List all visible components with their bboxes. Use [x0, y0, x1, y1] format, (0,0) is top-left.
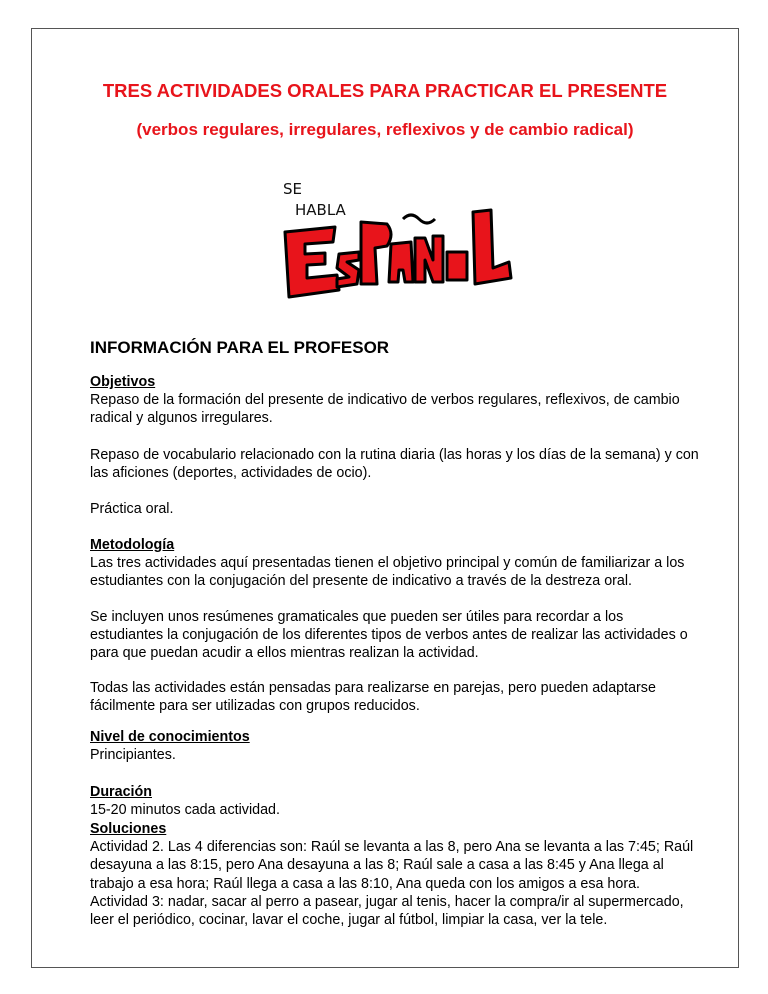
- nivel-section: [90, 728, 700, 764]
- document-subtitle: (verbos regulares, irregulares, reflexivos y de cambio radical): [136, 120, 634, 139]
- nivel-text: Principiantes.: [90, 747, 176, 764]
- objetivos-section: [90, 373, 700, 518]
- metodologia-p1: Las tres actividades aquí presentadas tienen el objetivo principal y común de familiarizar a los estudiantes con la conjugación del presente de indicativo a través de la destreza oral.: [90, 555, 685, 590]
- document-title: TRES ACTIVIDADES ORALES PARA PRACTICAR EL PRESENTE: [102, 80, 668, 101]
- duracion-text: 15-20 minutos cada actividad.: [90, 802, 280, 819]
- nivel-heading: Nivel de conocimientos: [90, 729, 250, 745]
- objetivos-heading: Objetivos: [90, 374, 156, 390]
- metodologia-section: [90, 536, 700, 716]
- se-habla-espanol-logo: [255, 172, 515, 312]
- objetivos-p2: Repaso de vocabulario relacionado con la rutina diaria (las horas y los días de la semana) y con las aficiones (deportes, actividades de ocio).: [90, 446, 699, 481]
- soluciones-heading: Soluciones: [90, 821, 167, 837]
- objetivos-p1: Repaso de la formación del presente de indicativo de verbos regulares, reflexivos, de cambio radical y algunos irregulares.: [90, 392, 680, 427]
- objetivos-p3: Práctica oral.: [90, 501, 174, 518]
- metodologia-p3: Todas las actividades están pensadas para realizarse en parejas, pero pueden adaptarse fácilmente para ser utilizadas con grupos reducidos.: [90, 680, 656, 715]
- metodologia-heading: Metodología: [90, 537, 175, 553]
- soluciones-section: [90, 820, 705, 929]
- soluciones-actividad-3: Actividad 3: nadar, sacar al perro a pasear, jugar al tenis, hacer la compra/ir al supermercado, leer el periódico, cocinar, lavar el coche, jugar al fútbol, limpiar la casa, ver la tele.: [90, 893, 684, 929]
- svg-text:SE: SE: [283, 180, 302, 198]
- section-heading: INFORMACIÓN PARA EL PROFESOR: [90, 338, 390, 357]
- metodologia-p2: Se incluyen unos resúmenes gramaticales que pueden ser útiles para recordar a los estudiantes la conjugación de los diferentes tipos de verbos antes de realizar las actividades o para que puedan acudir a ellos mientras realizan la actividad.: [90, 608, 688, 662]
- duracion-heading: Duración: [90, 784, 152, 800]
- duracion-section: [90, 783, 700, 819]
- svg-text:HABLA: HABLA: [295, 201, 346, 219]
- soluciones-actividad-2: Actividad 2. Las 4 diferencias son: Raúl se levanta a las 8, pero Ana se levanta a las 7:45; Raúl desayuna a las 8:15, pero Ana desayuna a las 8; Raúl sale a casa a las 8:45 y Ana llega al trabajo a esa hora; Raúl llega a casa a las 8:10, Ana queda con los amigos a esa hora.: [90, 839, 694, 892]
